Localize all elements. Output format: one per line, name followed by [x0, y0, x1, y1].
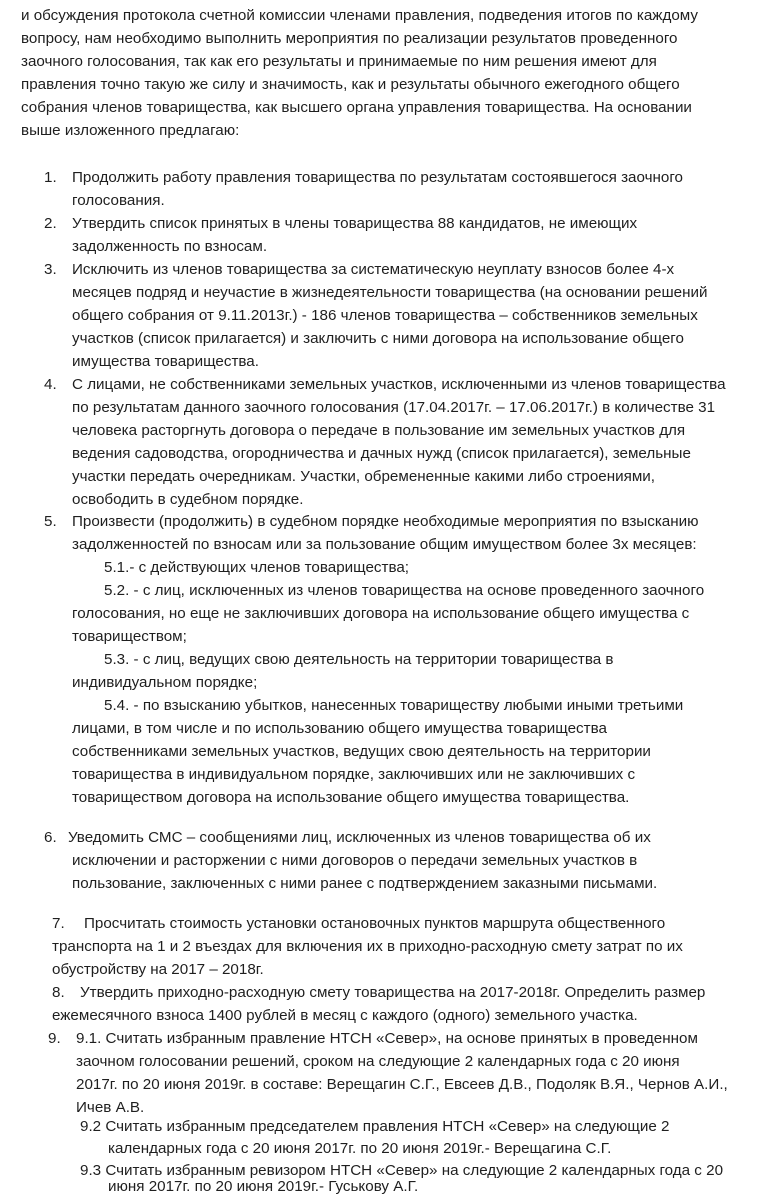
text-line: 9.3 Считать избранным ревизором НТСН «Север» на следующие 2 календарных года с 20 [80, 1162, 724, 1179]
text-line: 5.1.- с действующих членов товарищества; [104, 559, 410, 576]
text-line: общего собрания от 9.11.2013г.) - 186 членов товарищества – собственников земельных [72, 307, 698, 324]
item-number: 4. [44, 376, 57, 393]
text-line: пользование, заключенных с ними ранее с подтверждением заказными письмами. [72, 875, 658, 892]
text-line: 5.4. - по взысканию убытков, нанесенных товариществу любыми иными третьими [104, 697, 684, 714]
text-line: 5.2. - с лиц, исключенных из членов товарищества на основе проведенного заочного [104, 582, 705, 599]
item-number: 7. [52, 915, 65, 932]
text-line: заочном голосовании решений, сроком на следующие 2 календарных года с 20 июня [76, 1053, 680, 1070]
text-line: товариществом; [72, 628, 187, 645]
text-line: Произвести (продолжить) в судебном порядке необходимые мероприятия по взысканию [72, 513, 699, 530]
item-number: 8. [52, 984, 65, 1001]
text-line: индивидуальном порядке; [72, 674, 258, 691]
text-line: задолженность по взносам. [72, 238, 268, 255]
text-line: по результатам данного заочного голосования (17.04.2017г. – 17.06.2017г.) в количестве 31 [72, 399, 716, 416]
text-line: Ичев А.В. [76, 1099, 145, 1116]
text-line: голосования, но еще не заключивших договора на использование общего имущества с [72, 605, 690, 622]
text-line: обустройству на 2017 – 2018г. [52, 961, 264, 978]
text-line: участков (список прилагается) и заключить с ними договора на использование общего [72, 330, 684, 347]
text-line: имущества товарищества. [72, 353, 259, 370]
text-line: месяцев подряд и неучастие в жизнедеятельности товарищества (на основании решений [72, 284, 708, 301]
item-number: 5. [44, 513, 57, 530]
text-line: участки передать очередникам. Участки, обремененные какими либо строениями, [72, 468, 655, 485]
text-line: ведения садоводства, огородничества и дачных нужд (список прилагается), земельные [72, 445, 691, 462]
text-line: и обсуждения протокола счетной комиссии членами правления, подведения итогов по каждому [21, 7, 698, 24]
text-line: вопросу, нам необходимо выполнить мероприятия по реализации результатов проведенного [21, 30, 678, 47]
text-line: 9.1. Считать избранным правление НТСН «Север», на основе принятых в проведенном [76, 1030, 698, 1047]
text-line: собрания членов товарищества, как высшего органа управления товарищества. На основании [21, 99, 692, 116]
text-line: 9.2 Считать избранным председателем правления НТСН «Север» на следующие 2 [80, 1118, 670, 1135]
text-line: выше изложенного предлагаю: [21, 122, 240, 139]
item-number: 2. [44, 215, 57, 232]
text-line: Утвердить приходно-расходную смету товарищества на 2017-2018г. Определить размер [80, 984, 706, 1001]
text-line: заочного голосования, так как его результаты и принимаемые по ним решения имеют для [21, 53, 657, 70]
text-line: июня 2017г. по 20 июня 2019г.- Гуськову А.Г. [108, 1178, 419, 1195]
item-number: 6. [44, 829, 57, 846]
text-line: собственниками земельных участков, ведущих свою деятельность на территории [72, 743, 651, 760]
text-line: товариществом договора на использование общего имущества товарищества. [72, 789, 630, 806]
text-line: Утвердить список принятых в члены товарищества 88 кандидатов, не имеющих [72, 215, 638, 232]
text-line: календарных года с 20 июня 2017г. по 20 июня 2019г.- Верещагина С.Г. [108, 1140, 612, 1157]
item-number: 3. [44, 261, 57, 278]
text-line: освободить в судебном порядке. [72, 491, 304, 508]
text-line: лицами, в том числе и по использованию общего имущества товарищества [72, 720, 607, 737]
item-number: 9. [48, 1030, 61, 1047]
text-line: голосования. [72, 192, 165, 209]
text-line: Продолжить работу правления товарищества по результатам состоявшегося заочного [72, 169, 683, 186]
text-line: правления точно такую же силу и значимость, как и результаты обычного ежегодного общего [21, 76, 680, 93]
text-line: транспорта на 1 и 2 въездах для включения их в приходно-расходную смету затрат по их [52, 938, 683, 955]
text-line: Просчитать стоимость установки остановочных пунктов маршрута общественного [84, 915, 666, 932]
text-line: 2017г. по 20 июня 2019г. в составе: Верещагин С.Г., Евсеев Д.В., Подоляк В.Я., Чернов А.И., [76, 1076, 728, 1093]
text-line: С лицами, не собственниками земельных участков, исключенными из членов товарищества [72, 376, 726, 393]
text-line: задолженностей по взносам или за пользование общим имуществом более 3х месяцев: [72, 536, 697, 553]
item-number: 1. [44, 169, 57, 186]
text-line: человека расторгнуть договора о передаче в пользование им земельных участков для [72, 422, 686, 439]
text-line: товарищества в индивидуальном порядке, заключивших или не заключивших с [72, 766, 636, 783]
text-line: Исключить из членов товарищества за систематическую неуплату взносов более 4-х [72, 261, 675, 278]
text-line: Уведомить СМС – сообщениями лиц, исключенных из членов товарищества об их [68, 829, 651, 846]
text-line: 5.3. - с лиц, ведущих свою деятельность на территории товарищества в [104, 651, 614, 668]
text-line: ежемесячного взноса 1400 рублей в месяц с каждого (одного) земельного участка. [52, 1007, 638, 1024]
text-line: исключении и расторжении с ними договоров о передачи земельных участков в [72, 852, 638, 869]
